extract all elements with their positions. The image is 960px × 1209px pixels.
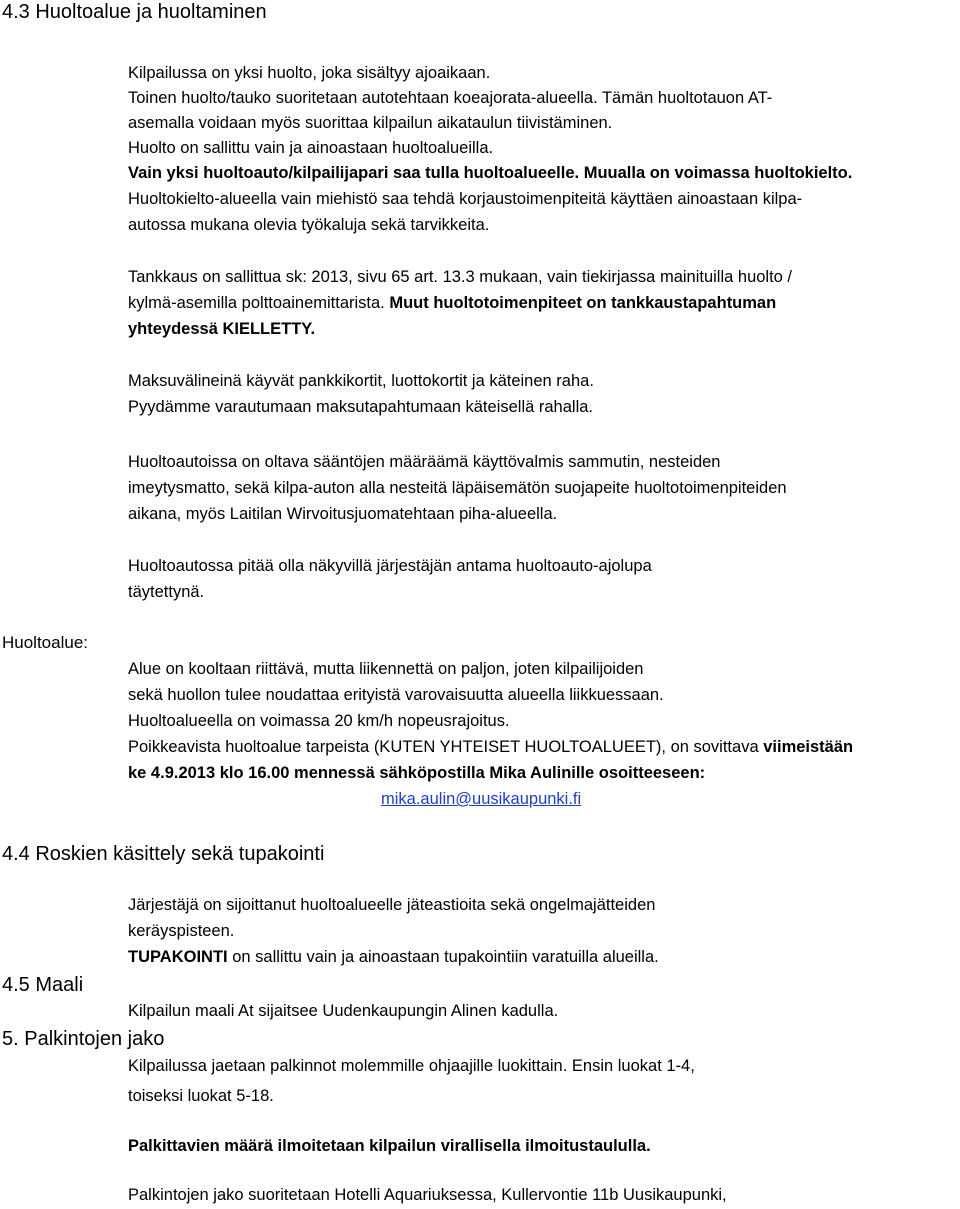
sammutin-line-1: Huoltoautoissa on oltava sääntöjen määräämä käyttövalmis sammutin, nesteiden [128, 453, 721, 471]
huoltoalue-line-4 [128, 736, 853, 758]
email-link[interactable]: mika.aulin@uusikaupunki.fi [381, 790, 582, 808]
sammutin-line-2: imeytysmatto, sekä kilpa-auton alla nesteitä läpäisemätön suojapeite huoltotoimenpiteiden [128, 479, 787, 497]
roskat-line-1: Järjestäjä on sijoittanut huoltoalueelle jäteastioita sekä ongelmajätteiden [128, 896, 656, 914]
roskat-line-3 [128, 946, 659, 968]
tankkaus-line-1: Tankkaus on sallittua sk: 2013, sivu 65 art. 13.3 mukaan, vain tiekirjassa mainituilla huolto / [128, 268, 793, 286]
huolto-line-2: Toinen huolto/tauko suoritetaan autotehtaan koeajorata-alueella. Tämän huoltotauon AT- [128, 89, 773, 107]
palkinnot-line-2: toiseksi luokat 5-18. [128, 1087, 274, 1105]
huoltoalue-line-4a: Poikkeavista huoltoalue tarpeista (KUTEN YHTEISET HUOLTOALUEET), on sovittava [128, 738, 759, 756]
huoltoalue-line-1: Alue on kooltaan riittävä, mutta liikennettä on paljon, joten kilpailijoiden [128, 660, 644, 678]
section-heading-5: 5. Palkintojen jako [2, 1028, 165, 1050]
huolto-line-5a: Vain yksi huoltoauto/kilpailijapari saa tulla huoltoalueelle. [128, 164, 580, 182]
tankkaus-line-2 [128, 292, 776, 314]
huolto-line-4: Huolto on sallittu vain ja ainoastaan huoltoalueilla. [128, 139, 494, 157]
huolto-line-3: asemalla voidaan myös suorittaa kilpailun aikataulun tiivistäminen. [128, 114, 613, 132]
huoltoalue-line-2: sekä huollon tulee noudattaa erityistä varovaisuutta alueella liikkuessaan. [128, 686, 664, 704]
palkinnot-line-4: Palkintojen jako suoritetaan Hotelli Aquariuksessa, Kullervontie 11b Uusikaupunki, [128, 1186, 727, 1204]
huoltoalue-line-5: ke 4.9.2013 klo 16.00 mennessä sähköpostilla Mika Aulinille osoitteeseen: [128, 764, 706, 782]
huoltoalue-line-4b: viimeistään [763, 738, 854, 756]
roskat-line-2: keräyspisteen. [128, 922, 235, 940]
roskat-line-3b: on sallittu vain ja ainoastaan tupakointiin varatuilla alueilla. [232, 948, 659, 966]
ajolupa-line-1: Huoltoautossa pitää olla näkyvillä järjestäjän antama huoltoauto-ajolupa [128, 557, 652, 575]
tankkaus-line-3: yhteydessä KIELLETTY. [128, 320, 316, 338]
palkinnot-line-3: Palkittavien määrä ilmoitetaan kilpailun virallisella ilmoitustaululla. [128, 1137, 651, 1155]
huolto-line-7: autossa mukana olevia työkaluja sekä tarvikkeita. [128, 216, 490, 234]
huolto-line-5 [128, 162, 852, 184]
ajolupa-line-2: täytettynä. [128, 583, 205, 601]
huolto-line-6: Huoltokielto-alueella vain miehistö saa tehdä korjaustoimenpiteitä käyttäen ainoastaan kilpa- [128, 190, 803, 208]
huoltoalue-line-3: Huoltoalueella on voimassa 20 km/h nopeusrajoitus. [128, 712, 510, 730]
maksu-line-1: Maksuvälineinä käyvät pankkikortit, luottokortit ja käteinen raha. [128, 372, 594, 390]
maali-line-1: Kilpailun maali At sijaitsee Uudenkaupungin Alinen kadulla. [128, 1002, 559, 1020]
section-heading-4-5: 4.5 Maali [2, 974, 84, 996]
section-heading-4-3: 4.3 Huoltoalue ja huoltaminen [2, 1, 267, 23]
huolto-line-1: Kilpailussa on yksi huolto, joka sisältyy ajoaikaan. [128, 64, 491, 82]
sammutin-line-3: aikana, myös Laitilan Wirvoitusjuomatehtaan piha-alueella. [128, 505, 558, 523]
maksu-line-2: Pyydämme varautumaan maksutapahtumaan käteisellä rahalla. [128, 398, 593, 416]
tankkaus-line-2a: kylmä-asemilla polttoainemittarista. [128, 294, 385, 312]
palkinnot-line-1: Kilpailussa jaetaan palkinnot molemmille ohjaajille luokittain. Ensin luokat 1-4, [128, 1057, 695, 1075]
roskat-line-3a: TUPAKOINTI [128, 948, 228, 966]
section-heading-4-4: 4.4 Roskien käsittely sekä tupakointi [2, 843, 325, 865]
huolto-line-5b: Muualla on voimassa huoltokielto. [583, 164, 853, 182]
huoltoalue-label: Huoltoalue: [2, 633, 89, 652]
tankkaus-line-2b: Muut huoltotoimenpiteet on tankkaustapahtuman [389, 294, 777, 312]
